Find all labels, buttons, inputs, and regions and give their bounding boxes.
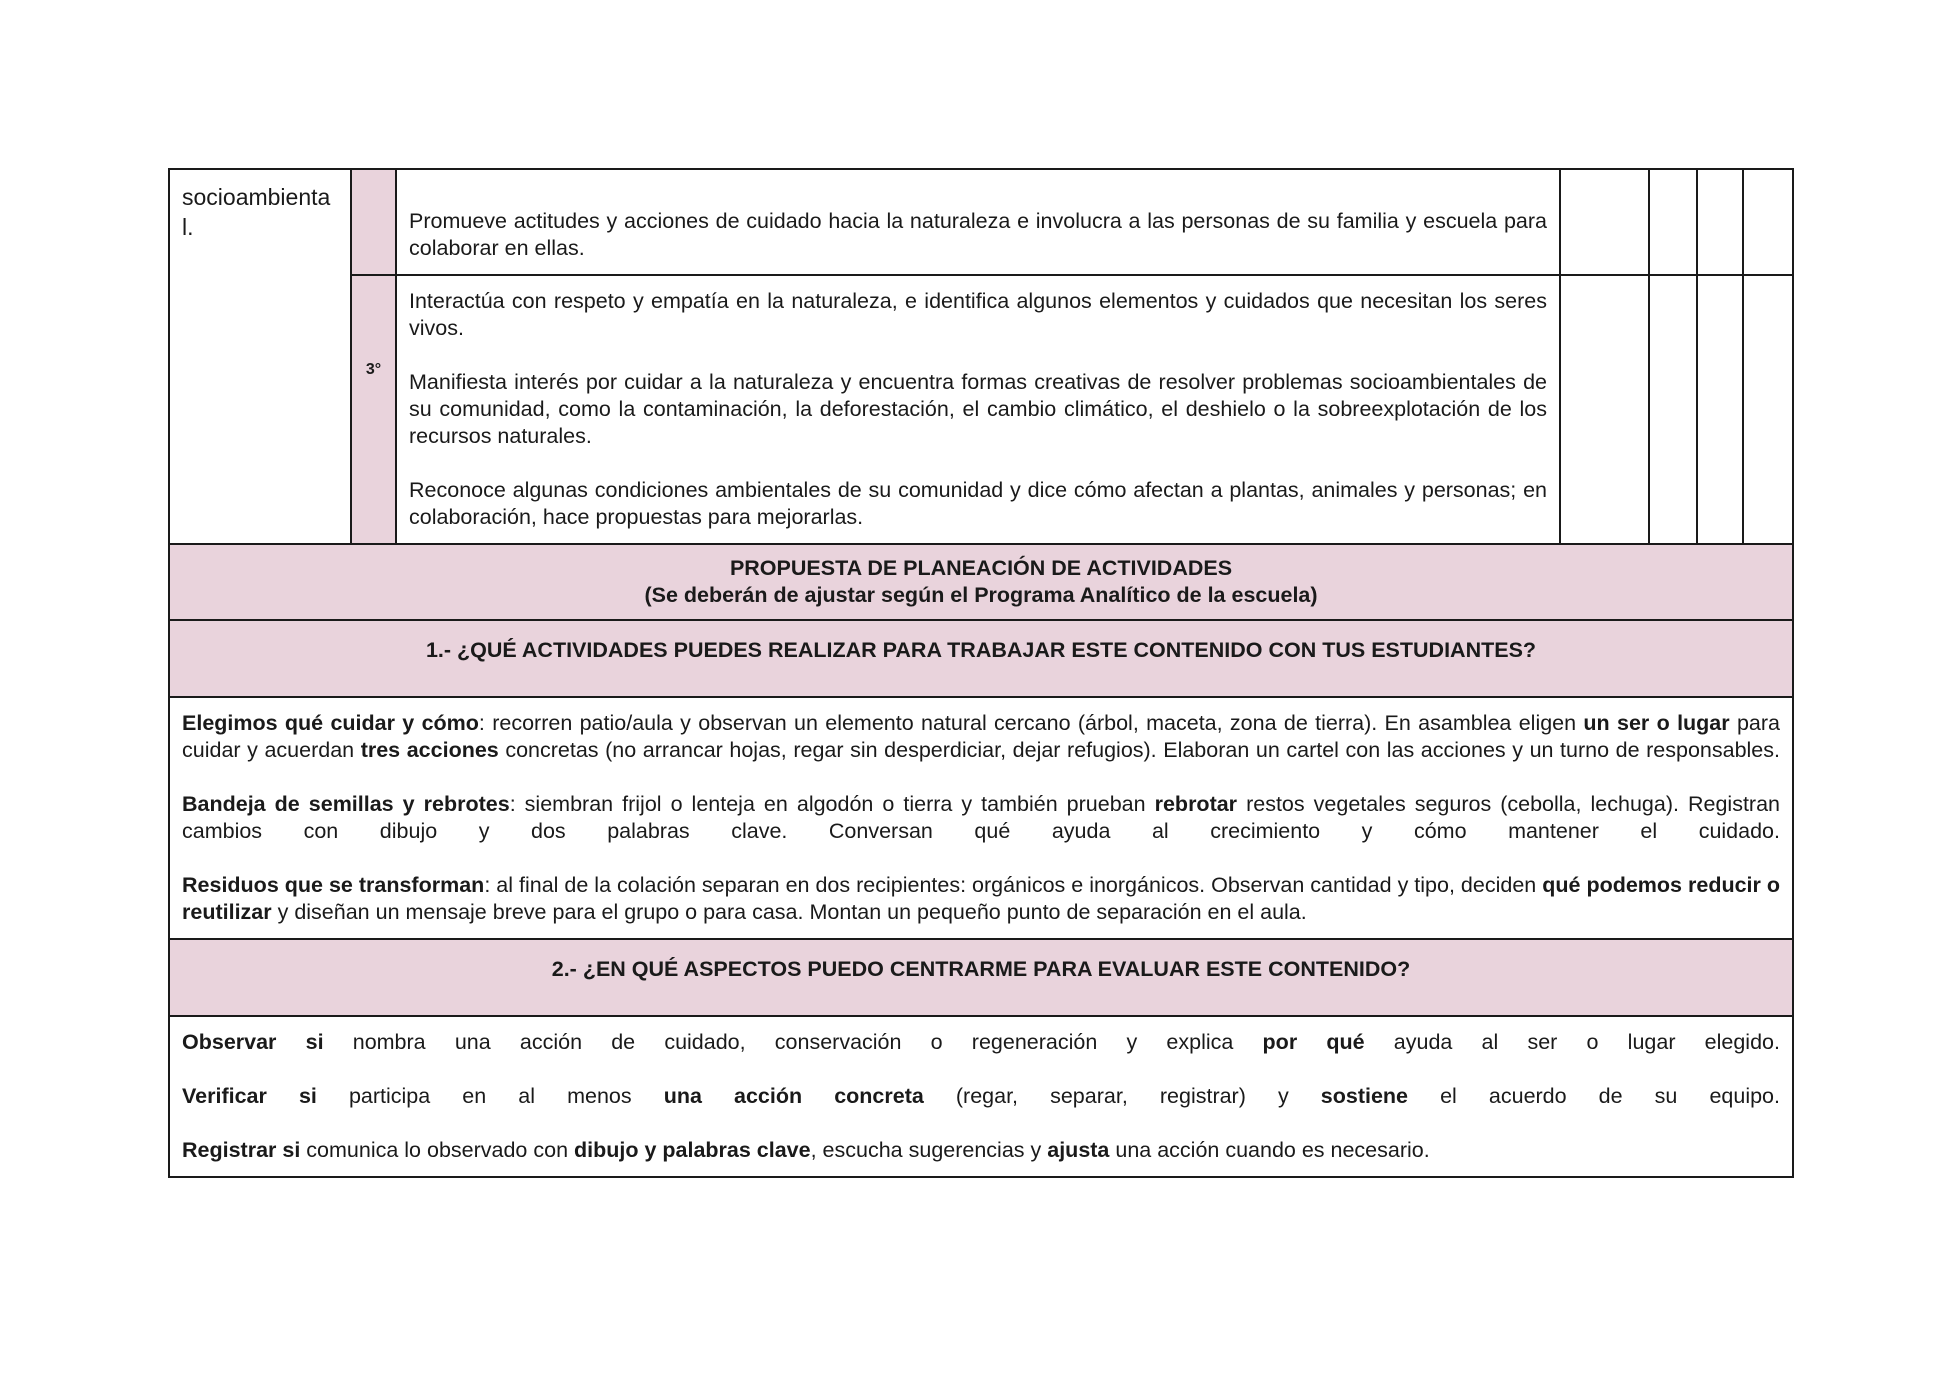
check-cell[interactable]	[1649, 275, 1697, 544]
activity-title: Bandeja de semillas y rebrotes	[182, 792, 510, 816]
evaluation-row	[169, 1016, 1793, 1177]
activity-paragraph: Residuos que se transforman: al final de la colación separan en dos recipientes: orgánicos e inorgánicos. Observan cantidad y tipo, deciden qué podemos reducir o reutilizar y diseñan un mensaje breve para el grupo o para casa. Montan un pequeño punto de separación en el aula.	[182, 873, 1780, 924]
subject-cell	[169, 169, 351, 544]
proposal-subtitle: (Se deberán de ajustar según el Programa Analítico de la escuela)	[644, 583, 1318, 607]
evaluation-paragraph: Observar si nombra una acción de cuidado, conservación o regeneración y explica por qué ayuda al ser o lugar elegido.	[182, 1030, 1780, 1054]
learning-description	[396, 169, 1560, 275]
evaluation-paragraph: Verificar si participa en al menos una acción concreta (regar, separar, registrar) y sostiene el acuerdo de su equipo.	[182, 1084, 1780, 1108]
activity-title: Elegimos qué cuidar y cómo	[182, 711, 479, 735]
question-1-heading: 1.- ¿QUÉ ACTIVIDADES PUEDES REALIZAR PARA TRABAJAR ESTE CONTENIDO CON TUS ESTUDIANTES?	[169, 620, 1793, 697]
learning-description	[396, 275, 1560, 544]
proposal-header-row	[169, 544, 1793, 620]
subject-line-2: l.	[182, 214, 194, 240]
description-paragraph: Reconoce algunas condiciones ambientales de su comunidad y dice cómo afectan a plantas, animales y personas; en colaboración, hace propuestas para mejorarlas.	[409, 478, 1547, 529]
evaluation-paragraph: Registrar si comunica lo observado con dibujo y palabras clave, escucha sugerencias y ajusta una acción cuando es necesario.	[182, 1138, 1430, 1162]
proposal-header	[169, 544, 1793, 620]
activity-paragraph: Elegimos qué cuidar y cómo: recorren patio/aula y observan un elemento natural cercano (árbol, maceta, zona de tierra). En asamblea eligen un ser o lugar para cuidar y acuerdan tres acciones concretas (no arrancar hojas, regar sin desperdiciar, dejar refugios). Elaboran un cartel con las acciones y un turno de responsables.	[182, 711, 1780, 762]
check-cell[interactable]	[1697, 275, 1743, 544]
planning-document	[168, 168, 1792, 1178]
question-2-row	[169, 939, 1793, 1016]
activity-paragraph: Bandeja de semillas y rebrotes: siembran frijol o lenteja en algodón o tierra y también prueban rebrotar restos vegetales seguros (cebolla, lechuga). Registran cambios con dibujo y dos palabras clave. Conversan qué ayuda al crecimiento y cómo mantener el cuidado.	[182, 792, 1780, 843]
question-1-row	[169, 620, 1793, 697]
grade-row-2	[169, 275, 1793, 544]
evaluation-cell	[169, 1016, 1793, 1177]
check-cell[interactable]	[1743, 275, 1793, 544]
check-cell[interactable]	[1560, 169, 1649, 275]
grade-row-1	[169, 169, 1793, 275]
activities-cell	[169, 697, 1793, 939]
grade-cell	[351, 169, 396, 275]
description-paragraph: Interactúa con respeto y empatía en la naturaleza, e identifica algunos elementos y cuidados que necesitan los seres vivos.	[409, 289, 1547, 340]
check-cell[interactable]	[1697, 169, 1743, 275]
activity-title: Residuos que se transforman	[182, 873, 485, 897]
question-2-heading: 2.- ¿EN QUÉ ASPECTOS PUEDO CENTRARME PARA EVALUAR ESTE CONTENIDO?	[169, 939, 1793, 1016]
activities-row	[169, 697, 1793, 939]
proposal-title: PROPUESTA DE PLANEACIÓN DE ACTIVIDADES	[729, 556, 1233, 580]
planning-table	[168, 168, 1794, 1178]
check-cell[interactable]	[1560, 275, 1649, 544]
check-cell[interactable]	[1649, 169, 1697, 275]
description-paragraph: Manifiesta interés por cuidar a la naturaleza y encuentra formas creativas de resolver problemas socioambientales de su comunidad, como la contaminación, la deforestación, el cambio climático, el deshielo o la sobreexplotación de los recursos naturales.	[409, 370, 1547, 448]
grade-cell	[351, 275, 396, 544]
description-paragraph: Promueve actitudes y acciones de cuidado hacia la naturaleza e involucra a las personas de su familia y escuela para colaborar en ellas.	[409, 209, 1547, 260]
check-cell[interactable]	[1743, 169, 1793, 275]
grade-label: 3°	[365, 361, 382, 378]
subject-line-1: socioambienta	[182, 184, 331, 210]
